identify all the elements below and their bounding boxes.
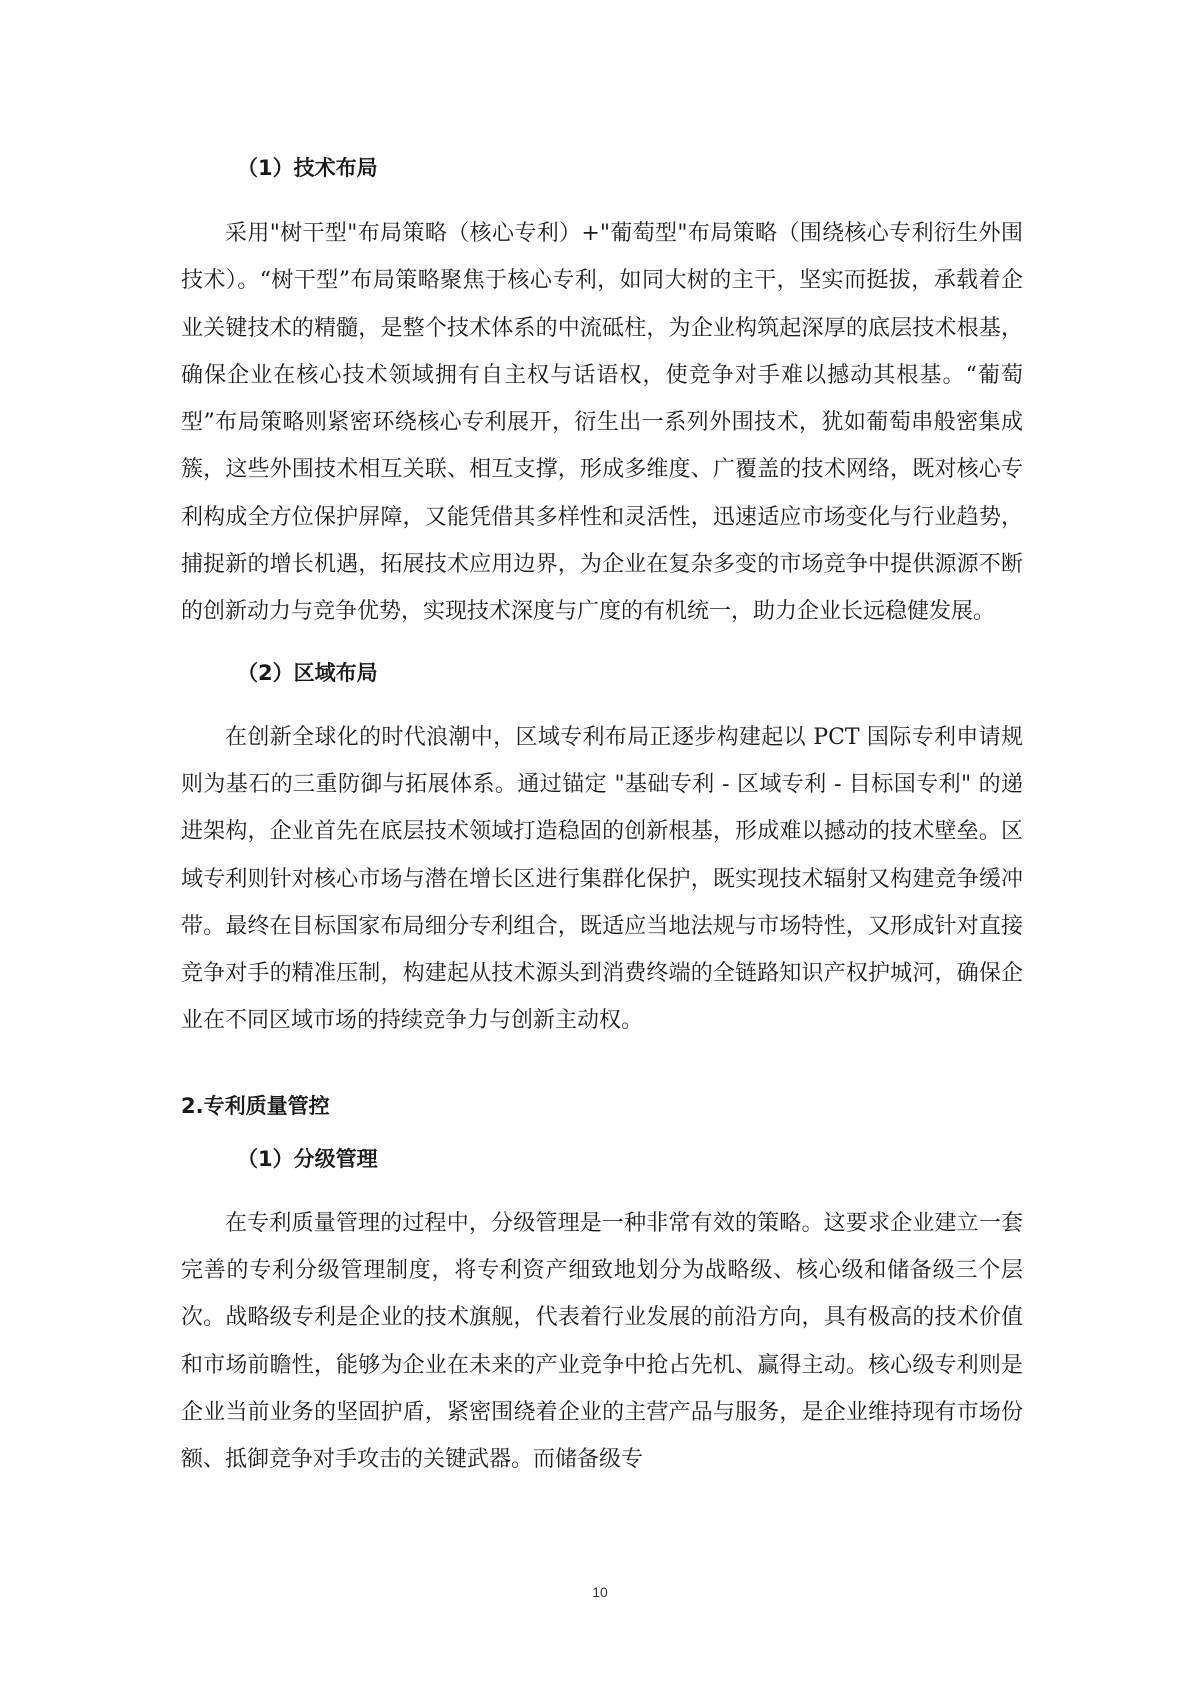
heading-tiered-management: （1）分级管理	[237, 1146, 378, 1171]
heading-region-layout: （2）区域布局	[237, 660, 378, 685]
page-number: 10	[592, 1584, 608, 1600]
paragraph-tech-layout: 采用"树干型"布局策略（核心专利）+"葡萄型"布局策略（围绕核心专利衍生外围技术）。“树干型”布局策略聚焦于核心专利，如同大树的主干，坚实而挺拔，承载着企业关键技术的精髓，是整个技术体系的中流砥柱，为企业构筑起深厚的底层技术根基，确保企业在核心技术领域拥有自主权与话语权，使竞争对手难以撼动其根基。“葡萄型”布局策略则紧密环绕核心专利展开，衍生出一系列外围技术，犹如葡萄串般密集成簇，这些外围技术相互关联、相互支撑，形成多维度、广覆盖的技术网络，既对核心专利构成全方位保护屏障，又能凭借其多样性和灵活性，迅速适应市场变化与行业趋势，捕捉新的增长机遇，拓展技术应用边界，为企业在复杂多变的市场竞争中提供源源不断的创新动力与竞争优势，实现技术深度与广度的有机统一，助力企业长远稳健发展。	[181, 221, 1023, 625]
paragraph-tiered-management: 在专利质量管理的过程中，分级管理是一种非常有效的策略。这要求企业建立一套完善的专利分级管理制度，将专利资产细致地划分为战略级、核心级和储备级三个层次。战略级专利是企业的技术旗舰，代表着行业发展的前沿方向，具有极高的技术价值和市场前瞻性，能够为企业在未来的产业竞争中抢占先机、赢得主动。核心级专利则是企业当前业务的坚固护盾，紧密围绕着企业的主营产品与服务，是企业维持现有市场份额、抵御竞争对手攻击的关键武器。而储备级专	[181, 1210, 1023, 1473]
page-content	[181, 153, 1023, 1484]
heading-tech-layout: （1）技术布局	[237, 156, 378, 180]
heading-quality-control: 2.专利质量管控	[181, 1093, 330, 1118]
paragraph-region-layout: 在创新全球化的时代浪潮中，区域专利布局正逐步构建起以 PCT 国际专利申请规则为基石的三重防御与拓展体系。通过锚定 "基础专利 - 区域专利 - 目标国专利" 的递进架构，企业首先在底层技术领域打造稳固的创新根基，形成难以撼动的技术壁垒。区域专利则针对核心市场与潜在增长区进行集群化保护，既实现技术辐射又构建竞争缓冲带。最终在目标国家布局细分专利组合，既适应当地法规与市场特性，又形成针对直接竞争对手的精准压制，构建起从技术源头到消费终端的全链路知识产权护城河，确保企业在不同区域市场的持续竞争力与创新主动权。	[181, 724, 1023, 1034]
